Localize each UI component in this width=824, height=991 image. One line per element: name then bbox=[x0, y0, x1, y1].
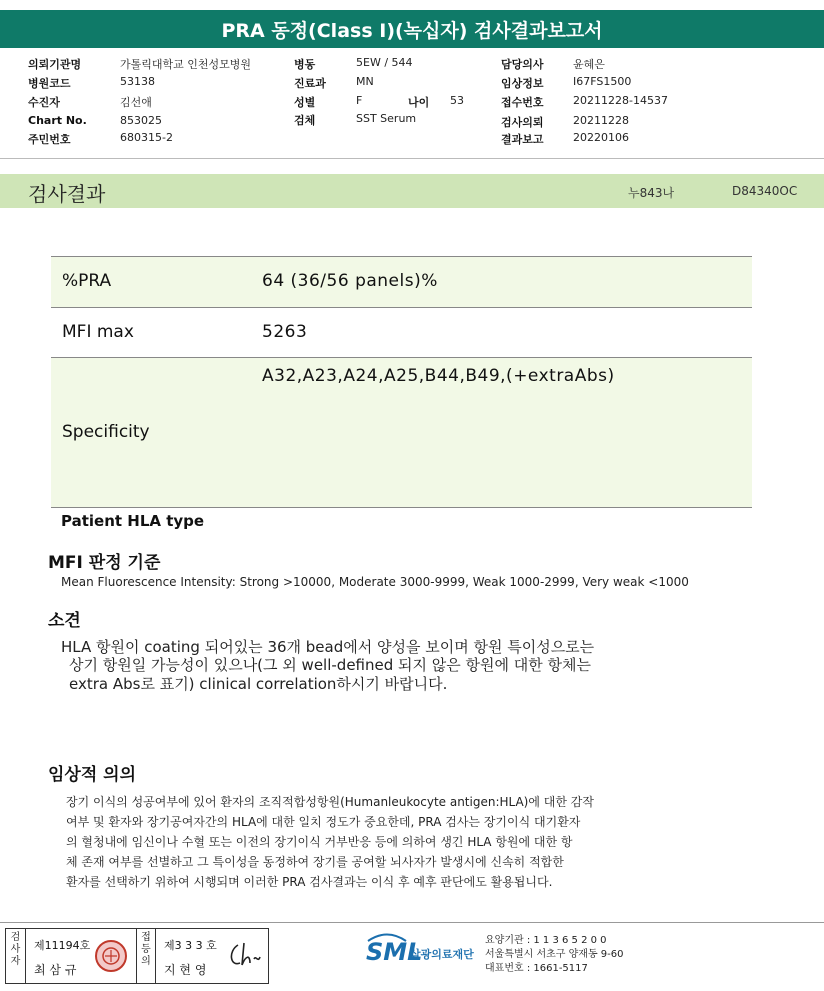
header-divider bbox=[0, 158, 824, 159]
label-report-date: 결과보고 bbox=[501, 133, 544, 146]
mfi-max-label: MFI max bbox=[62, 322, 134, 342]
value-clinical-info: I67FS1500 bbox=[573, 75, 632, 88]
value-sex: F bbox=[356, 94, 363, 107]
result-code-1: 누843나 bbox=[628, 186, 675, 200]
label-patient: 수진자 bbox=[28, 96, 60, 109]
mfi-criteria-text: Mean Fluorescence Intensity: Strong >10000, Moderate 3000-9999, Weak 1000-2999, Very weak <1000 bbox=[61, 575, 689, 589]
label-sex: 성별 bbox=[294, 96, 316, 109]
specificity-label: Specificity bbox=[62, 422, 150, 442]
inspector-label: 검사자 bbox=[6, 929, 26, 983]
seal-stamp-icon bbox=[94, 939, 128, 973]
value-age: 53 bbox=[450, 94, 464, 107]
signature-box bbox=[5, 928, 269, 984]
lab-address: 서울특별시 서초구 양재동 9-60 bbox=[485, 949, 624, 960]
mfi-criteria-heading: MFI 판정 기준 bbox=[48, 553, 161, 573]
value-hospital-code: 53138 bbox=[120, 75, 155, 88]
label-clinical-info: 임상정보 bbox=[501, 77, 544, 90]
mfi-max-value: 5263 bbox=[262, 322, 308, 342]
inspector-signature bbox=[32, 929, 132, 983]
label-ward: 병동 bbox=[294, 58, 316, 71]
value-resident-no: 680315-2 bbox=[120, 131, 173, 144]
label-doctor: 담당의사 bbox=[501, 58, 544, 71]
lab-contact-info bbox=[485, 934, 624, 976]
institution-code: 요양기관 : 1 1 3 6 5 2 0 0 bbox=[485, 935, 607, 946]
label-department: 진료과 bbox=[294, 77, 326, 90]
value-receipt-no: 20211228-14537 bbox=[573, 94, 668, 107]
table-row bbox=[51, 256, 752, 308]
value-chart-no: 853025 bbox=[120, 114, 162, 127]
result-title: 검사결과 bbox=[28, 182, 106, 206]
patient-hla-type-label: Patient HLA type bbox=[61, 512, 205, 530]
specificity-value: A32,A23,A24,A25,B44,B49,(+extraAbs) bbox=[262, 366, 615, 386]
result-bar bbox=[0, 174, 824, 208]
confirmer-license-no: 제3 3 3 호 bbox=[164, 939, 217, 952]
confirmer-signature bbox=[162, 929, 266, 983]
inspector-name: 최 삼 규 bbox=[34, 963, 77, 977]
label-hospital-code: 병원코드 bbox=[28, 77, 71, 90]
value-doctor: 윤혜은 bbox=[573, 58, 605, 71]
opinion-line: HLA 항원이 coating 되어있는 36개 bead에서 양성을 보이며 항원 특이성으로는 bbox=[61, 638, 595, 656]
table-row bbox=[51, 308, 752, 358]
value-patient: 김선애 bbox=[120, 96, 152, 109]
label-institution: 의뢰기관명 bbox=[28, 58, 82, 71]
footer-divider bbox=[0, 922, 824, 923]
value-ward: 5EW / 544 bbox=[356, 56, 413, 69]
clinical-line: 환자를 선택하기 위하여 시행되며 이러한 PRA 검사결과는 이식 후 예후 판단에도 활용됩니다. bbox=[66, 875, 553, 889]
value-institution: 가톨릭대학교 인천성모병원 bbox=[120, 58, 252, 71]
confirmer-name: 지 현 영 bbox=[164, 963, 207, 977]
opinion-line: 상기 항원일 가능성이 있으나(그 외 well-defined 되지 않은 항원에 대한 항체는 bbox=[69, 656, 591, 674]
clinical-line: 여부 및 환자와 장기공여자간의 HLA에 대한 일치 정도가 중요한데, PRA 검사는 장기이식 대기환자 bbox=[66, 815, 581, 829]
result-code-2: D84340OC bbox=[732, 184, 798, 198]
value-request-date: 20211228 bbox=[573, 114, 629, 127]
pra-value: 64 (36/56 panels)% bbox=[262, 271, 438, 291]
handwritten-signature-icon bbox=[224, 937, 264, 973]
logo-subtitle: 삼광의료재단 bbox=[410, 948, 474, 961]
label-request-date: 검사의뢰 bbox=[501, 116, 544, 129]
value-report-date: 20220106 bbox=[573, 131, 629, 144]
clinical-line: 체 존재 여부를 선별하고 그 특이성을 동정하여 장기를 공여할 뇌사자가 발생시에 신속히 적합한 bbox=[66, 855, 564, 869]
label-resident-no: 주민번호 bbox=[28, 133, 71, 146]
inspector-license-no: 제11194호 bbox=[34, 939, 91, 952]
label-chart-no: Chart No. bbox=[28, 114, 87, 127]
confirmer-label: 접등의 bbox=[136, 929, 156, 983]
label-specimen: 검체 bbox=[294, 114, 316, 127]
value-specimen: SST Serum bbox=[356, 112, 417, 125]
clinical-line: 장기 이식의 성공여부에 있어 환자의 조직적합성항원(Humanleukocyte antigen:HLA)에 대한 감작 bbox=[66, 795, 594, 809]
opinion-heading: 소견 bbox=[48, 611, 81, 631]
report-title: PRA 동정(Class I)(녹십자) 검사결과보고서 bbox=[0, 10, 824, 48]
pra-label: %PRA bbox=[62, 271, 112, 291]
clinical-line: 의 혈청내에 임신이나 수혈 또는 이전의 장기이식 거부반응 등에 의하여 생긴 HLA 항원에 대한 항 bbox=[66, 835, 573, 849]
value-department: MN bbox=[356, 75, 374, 88]
label-age: 나이 bbox=[408, 96, 430, 109]
opinion-line: extra Abs로 표기) clinical correlation하시기 바랍니다. bbox=[69, 675, 448, 693]
logo-text: SML bbox=[366, 938, 423, 966]
label-receipt-no: 접수번호 bbox=[501, 96, 544, 109]
clinical-significance-heading: 임상적 의의 bbox=[48, 765, 137, 785]
table-row bbox=[51, 358, 752, 508]
lab-phone: 대표번호 : 1661-5117 bbox=[485, 963, 588, 974]
